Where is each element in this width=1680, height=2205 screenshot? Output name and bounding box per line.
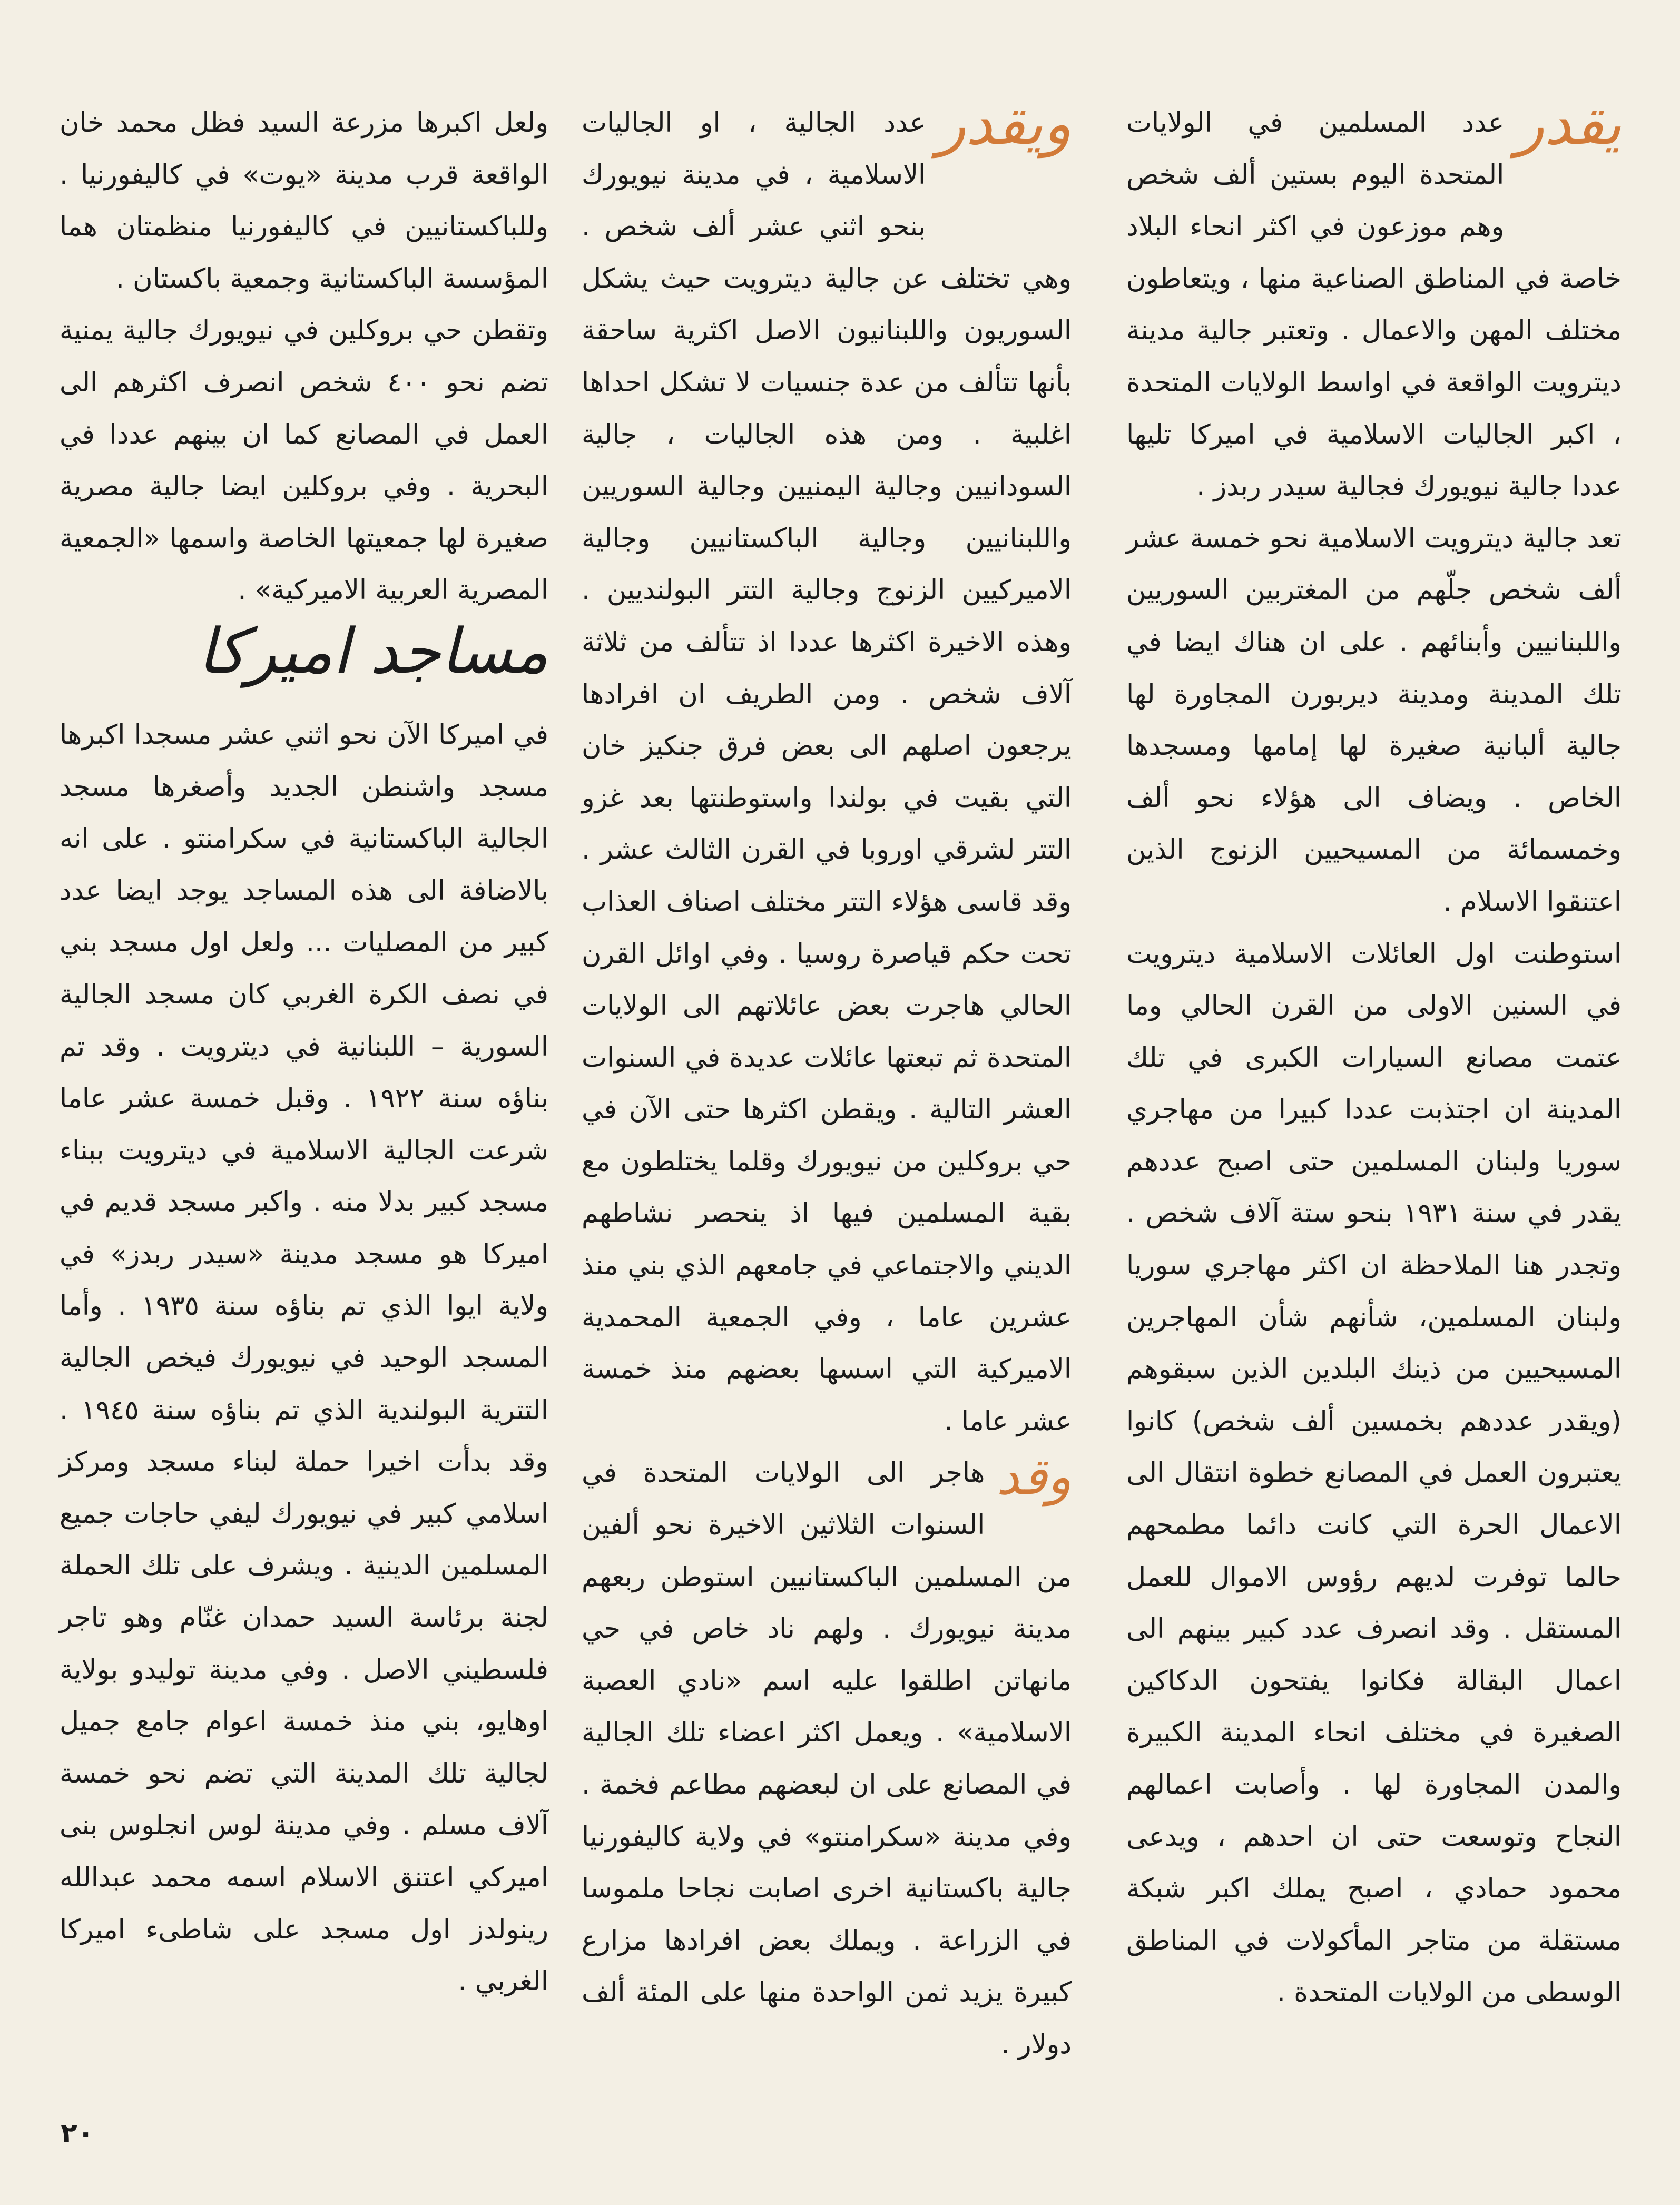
drop-word-wayuqaddar: ويقدر bbox=[937, 90, 1072, 158]
drop-word-yuqaddar: يقدر bbox=[1516, 90, 1622, 158]
section-heading-mosques: مساجد اميركا bbox=[198, 614, 548, 687]
paragraph-california-farms: ولعل اكبرها مزرعة السيد فظل محمد خان الواقعة قرب مدينة «يوت» في كاليفورنيا . وللباكستانيين في كاليفورنيا منظمتان هما المؤسسة الباكستانية وجمعية باكستان . bbox=[60, 107, 548, 294]
page-number: ٢٠ bbox=[61, 2118, 94, 2149]
paragraph-pakistani-community: هاجر الى الولايات المتحدة في السنوات الثلاثين الاخيرة نحو ألفين من المسلمين الباكستانيين استوطن ربعهم مدينة نيويورك . ولهم ناد خاص في حي مانهاتن اطلقوا عليه اسم «نادي العصبة الاسلامية» . ويعمل اكثر اعضاء تلك الجالية في المصانع على ان لبعضهم مطاعم فخمة . وفي مدينة «سكرامنتو» في ولاية كاليفورنيا جالية باكستانية اخرى اصابت نجاحا ملموسا في الزراعة . ويملك بعض افرادها مزارع كبيرة يزيد ثمن الواحدة منها على المئة ألف دولار . bbox=[582, 1458, 1072, 2060]
paragraph-muslim-population: عدد المسلمين في الولايات المتحدة اليوم بستين ألف شخص وهم موزعون في اكثر انحاء البلاد خاصة في المناطق الصناعية منها ، ويتعاطون مختلف المهن والاعمال . وتعتبر جالية مدينة ديترويت الواقعة في اواسط الولايات المتحدة ، اكبر الجاليات الاسلامية في اميركا تليها عددا جالية نيويورك فجالية سيدر ربدز . bbox=[1126, 107, 1622, 503]
column-middle bbox=[582, 90, 1072, 2071]
drop-word-waqad: وقد bbox=[996, 1447, 1072, 1507]
paragraph-detroit-history: استوطنت اول العائلات الاسلامية ديترويت في السنين الاولى من القرن الحالي وما عتمت مصانع السيارات الكبرى في تلك المدينة ان اجتذبت عددا كبيرا من مهاجري سوريا ولبنان المسلمين حتى اصبح عددهم يقدر في سنة ١٩٣١ بنحو ستة آلاف شخص . وتجدر هنا الملاحظة ان اكثر مهاجري سوريا ولبنان المسلمين، شأنهم شأن المهاجرين المسيحيين من ذينك البلدين الذين سبقوهم (ويقدر عددهم بخمسين ألف شخص) كانوا يعتبرون العمل في المصانع خطوة انتقال الى الاعمال الحرة التي كانت دائما مطمحهم حالما توفرت لديهم رؤوس الاموال للعمل المستقل . وقد انصرف عدد كبير بينهم الى اعمال البقالة فكانوا يفتحون الدكاكين الصغيرة في مختلف انحاء المدينة الكبيرة والمدن المجاورة لها . وأصابت اعمالهم النجاح وتوسعت حتى ان احدهم ، ويدعى محمود حمادي ، اصبح يملك اكبر شبكة مستقلة من متاجر المأكولات في المناطق الوسطى من الولايات المتحدة . bbox=[1126, 938, 1622, 2009]
paragraph-new-york-communities: عدد الجالية ، او الجاليات الاسلامية ، في مدينة نيويورك بنحو اثني عشر ألف شخص . وهي تختلف عن جالية ديترويت حيث يشكل السوريون واللبنانيون الاصل اكثرية ساحقة بأنها تتألف من عدة جنسيات لا تشكل احداها اغلبية . ومن هذه الجاليات ، جالية السودانيين وجالية اليمنيين وجالية السوريين واللبنانيين وجالية الباكستانيين وجالية الاميركيين الزنوج وجالية التتر البولنديين . وهذه الاخيرة اكثرها عددا اذ تتألف من ثلاثة آلاف شخص . ومن الطريف ان افرادها يرجعون اصلهم الى بعض فرق جنكيز خان التي بقيت في بولندا واستوطنتها بعد غزو التتر لشرقي اوروبا في القرن الثالث عشر . وقد قاسى هؤلاء التتر مختلف اصناف العذاب تحت حكم قياصرة روسيا . وفي اوائل القرن الحالي هاجرت بعض عائلاتهم الى الولايات المتحدة ثم تبعتها عائلات عديدة في السنوات العشر التالية . ويقطن اكثرها حتى الآن في حي بروكلين من نيويورك وقلما يختلطون مع بقية المسلمين فيها اذ ينحصر نشاطهم الديني والاجتماعي في جامعهم الذي بني منذ عشرين عاما ، وفي الجمعية المحمدية الاميركية التي اسسها بعضهم منذ خمسة عشر عاما . bbox=[582, 107, 1072, 1437]
column-left bbox=[60, 97, 548, 2008]
paragraph-detroit-community: تعد جالية ديترويت الاسلامية نحو خمسة عشر ألف شخص جلّهم من المغتربين السوريين واللبنانيين وأبنائهم . على ان هناك ايضا في تلك المدينة ومدينة ديربورن المجاورة لها جالية ألبانية صغيرة لها إمامها ومسجدها الخاص . ويضاف الى هؤلاء نحو ألف وخمسمائة من المسيحيين الزنوج الذين اعتنقوا الاسلام . bbox=[1126, 523, 1622, 918]
column-right bbox=[1126, 90, 1622, 2019]
paragraph-brooklyn-communities: وتقطن حي بروكلين في نيويورك جالية يمنية تضم نحو ٤٠٠ شخص انصرف اكثرهم الى العمل في المصانع كما ان بينهم عددا في البحرية . وفي بروكلين ايضا جالية مصرية صغيرة لها جمعيتها الخاصة واسمها «الجمعية المصرية العربية الاميركية» . bbox=[60, 315, 549, 606]
paragraph-mosques: في اميركا الآن نحو اثني عشر مسجدا اكبرها مسجد واشنطن الجديد وأصغرها مسجد الجالية الباكستانية في سكرامنتو . على انه بالاضافة الى هذه المساجد يوجد ايضا عدد كبير من المصليات ... ولعل اول مسجد بني في نصف الكرة الغربي كان مسجد الجالية السورية – اللبنانية في ديترويت . وقد تم بناؤه سنة ١٩٢٢ . وقبل خمسة عشر عاما شرعت الجالية الاسلامية في ديترويت ببناء مسجد كبير بدلا منه . واكبر مسجد قديم في اميركا هو مسجد مدينة «سيدر ربدز» في ولاية ايوا الذي تم بناؤه سنة ١٩٣٥ . وأما المسجد الوحيد في نيويورك فيخص الجالية التترية البولندية الذي تم بناؤه سنة ١٩٤٥ . وقد بدأت اخيرا حملة لبناء مسجد ومركز اسلامي كبير في نيويورك ليفي حاجات جميع المسلمين الدينية . ويشرف على تلك الحملة لجنة برئاسة السيد حمدان غنّام وهو تاجر فلسطيني الاصل . وفي مدينة توليدو بولاية اوهايو، بني منذ خمسة اعوام جامع جميل لجالية تلك المدينة التي تضم نحو خمسة آلاف مسلم . وفي مدينة لوس انجلوس بنى اميركي اعتنق الاسلام اسمه محمد عبدالله رينولدز اول مسجد على شاطىء اميركا الغربي . bbox=[60, 719, 548, 1997]
